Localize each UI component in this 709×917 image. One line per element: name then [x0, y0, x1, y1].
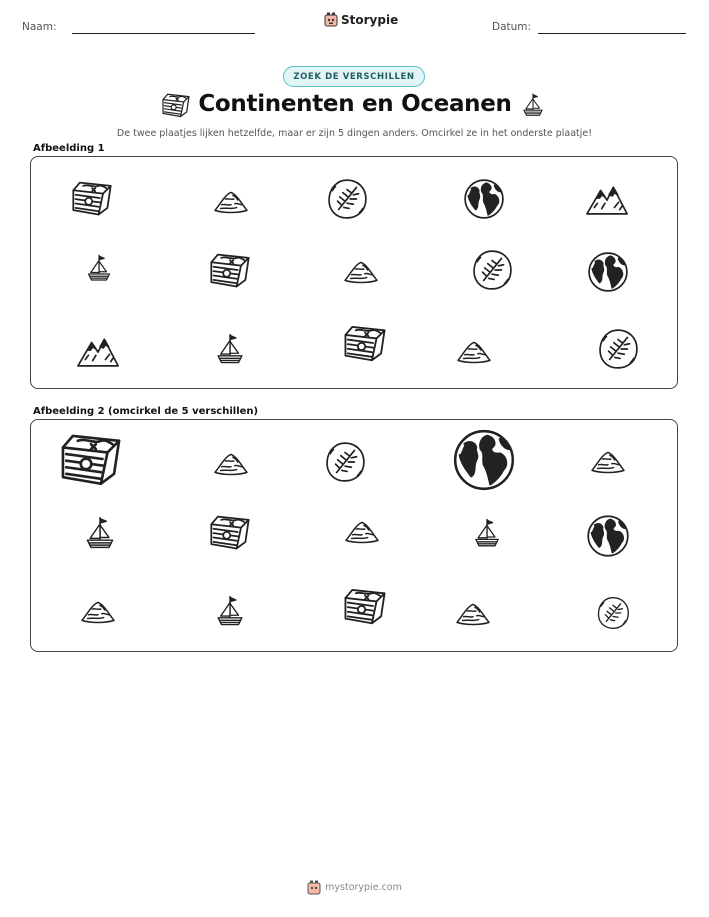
globe-drawing	[451, 428, 517, 492]
sailboat-icon	[520, 91, 546, 119]
map-book-drawing	[208, 250, 252, 290]
sand-pile-drawing	[73, 594, 123, 626]
sailboat-icon[interactable]	[471, 511, 503, 555]
mountains-icon[interactable]	[584, 180, 630, 216]
picture-1-label: Afbeelding 1	[33, 143, 105, 154]
map-book-drawing	[208, 512, 252, 552]
title-sailboat-drawing	[520, 91, 546, 119]
leaf-fossil-icon[interactable]	[324, 441, 366, 483]
date-line[interactable]	[538, 33, 686, 34]
footer-site: mystorypie.com	[325, 882, 402, 893]
footer-mascot-icon	[307, 880, 321, 895]
sand-pile-drawing	[206, 184, 256, 216]
leaf-fossil-icon[interactable]	[596, 591, 630, 635]
sand-pile-drawing	[206, 446, 256, 478]
map-book-icon[interactable]	[208, 250, 252, 290]
leaf-fossil-drawing	[471, 249, 513, 291]
sand-pile-icon[interactable]	[206, 184, 256, 216]
map-book-drawing	[70, 178, 114, 218]
brand-name: Storypie	[341, 12, 399, 27]
leaf-fossil-drawing	[326, 178, 368, 220]
map-book-icon[interactable]	[70, 178, 114, 218]
leaf-fossil-icon[interactable]	[326, 178, 368, 220]
leaf-fossil-drawing	[324, 441, 366, 483]
mountains-icon[interactable]	[74, 332, 122, 368]
name-label: Naam:	[22, 21, 57, 33]
footer	[0, 880, 709, 895]
sand-pile-icon[interactable]	[337, 514, 387, 546]
globe-icon[interactable]	[586, 251, 630, 293]
instructions: De twee plaatjes lijken hetzelfde, maar er zijn 5 dingen anders. Omcirkel ze in het onderste plaatje!	[116, 128, 593, 139]
sailboat-icon[interactable]	[213, 589, 247, 633]
picture-2-label: Afbeelding 2 (omcirkel de 5 verschillen)	[33, 406, 259, 417]
activity-badge: ZOEK DE VERSCHILLEN	[283, 66, 425, 87]
sand-pile-icon[interactable]	[73, 594, 123, 626]
map-book-drawing	[342, 585, 388, 627]
sand-pile-icon[interactable]	[583, 444, 633, 476]
map-book-drawing	[342, 322, 388, 364]
leaf-fossil-icon[interactable]	[471, 249, 513, 291]
map-book-icon[interactable]	[342, 322, 388, 364]
sailboat-icon[interactable]	[213, 327, 247, 371]
sailboat-drawing	[213, 589, 247, 633]
sand-pile-drawing	[337, 514, 387, 546]
leaf-fossil-drawing	[596, 591, 630, 635]
page-title: Continenten en Oceanen	[198, 91, 512, 117]
name-line[interactable]	[72, 33, 255, 34]
sailboat-icon[interactable]	[84, 247, 114, 289]
sand-pile-icon[interactable]	[336, 254, 386, 286]
brand-logo	[324, 12, 398, 27]
sand-pile-icon[interactable]	[449, 334, 499, 366]
mountains-drawing	[74, 332, 122, 368]
sailboat-drawing	[213, 327, 247, 371]
globe-icon[interactable]	[462, 178, 506, 220]
sailboat-icon[interactable]	[82, 511, 118, 555]
map-book-icon[interactable]	[208, 512, 252, 552]
sand-pile-icon[interactable]	[448, 596, 498, 628]
sand-pile-drawing	[336, 254, 386, 286]
map-book-drawing	[58, 428, 124, 490]
mountains-drawing	[584, 180, 630, 216]
globe-drawing	[586, 251, 630, 293]
sand-pile-drawing	[583, 444, 633, 476]
map-book-icon[interactable]	[342, 585, 388, 627]
globe-drawing	[462, 178, 506, 220]
date-label: Datum:	[492, 21, 532, 33]
leaf-fossil-drawing	[597, 327, 639, 371]
map-book-icon[interactable]	[58, 428, 124, 490]
globe-icon[interactable]	[451, 428, 517, 492]
sailboat-drawing	[84, 247, 114, 289]
leaf-fossil-icon[interactable]	[597, 327, 639, 371]
sailboat-drawing	[82, 511, 118, 555]
sand-pile-icon[interactable]	[206, 446, 256, 478]
globe-drawing	[586, 514, 630, 558]
sand-pile-drawing	[448, 596, 498, 628]
globe-icon[interactable]	[586, 514, 630, 558]
sand-pile-drawing	[449, 334, 499, 366]
mascot-icon	[324, 12, 338, 27]
sailboat-drawing	[471, 511, 503, 555]
